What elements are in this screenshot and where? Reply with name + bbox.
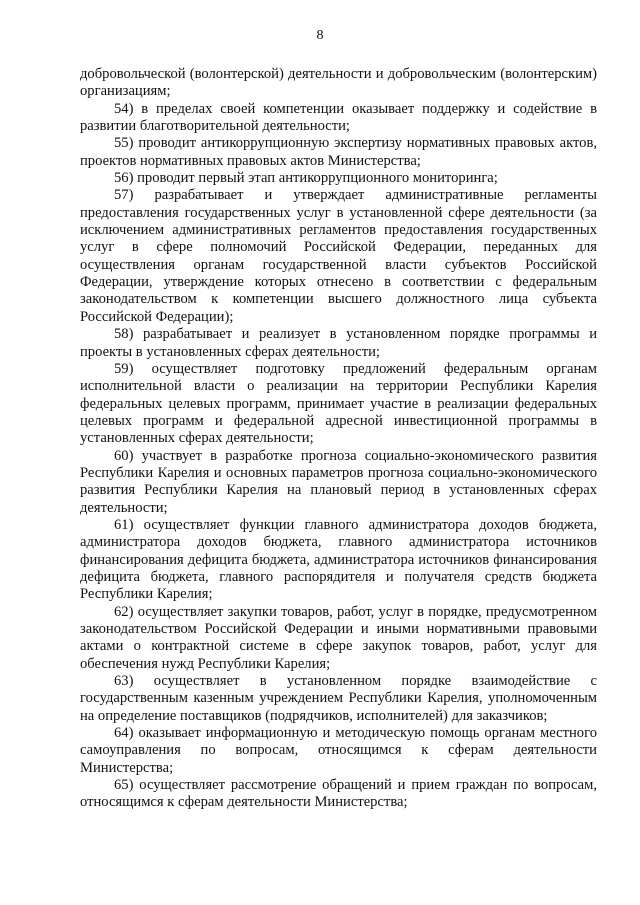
paragraph-item-65: 65) осуществляет рассмотрение обращений и прием граждан по вопросам, относящимся к сферам деятельности Министерства; <box>80 777 597 811</box>
paragraph-item-64: 64) оказывает информационную и методическую помощь органам местного самоуправления по вопросам, относящимся к сферам деятельности Министерства; <box>80 725 597 776</box>
paragraph-item-55: 55) проводит антикоррупционную экспертизу нормативных правовых актов, проектов нормативных правовых актов Министерства; <box>80 135 597 169</box>
document-body <box>80 66 597 812</box>
paragraph-item-54: 54) в пределах своей компетенции оказывает поддержку и содействие в развитии благотворительной деятельности; <box>80 100 597 135</box>
paragraph-item-63: 63) осуществляет в установленном порядке взаимодействие с государственным казенным учреждением Республики Карелия, уполномоченным на определение поставщиков (подрядчиков, исполнителей) для заказчиков; <box>80 673 597 724</box>
paragraph-continuation: добровольческой (волонтерской) деятельности и добровольческим (волонтерским) организациям; <box>80 66 597 100</box>
page-number: 8 <box>316 28 324 43</box>
paragraph-item-57: 57) разрабатывает и утверждает административные регламенты предоставления государственных услуг в установленной сфере деятельности (за исключением административных регламентов предоставления государственных услуг в сфере полномочий Российской Федерации, переданных для осуществления органам государственной власти субъектов Российской Федерации, утверждение которых отнесено в соответствии с федеральным законодательством к компетенции высшего должностного лица субъекта Российской Федерации); <box>80 187 597 325</box>
paragraph-item-60: 60) участвует в разработке прогноза социально-экономического развития Республики Карелия и основных параметров прогноза социально-экономического развития Республики Карелия на плановый период в установленных сферах деятельности; <box>80 447 597 516</box>
paragraph-item-58: 58) разрабатывает и реализует в установленном порядке программы и проекты в установленных сферах деятельности; <box>80 326 597 360</box>
paragraph-item-56: 56) проводит первый этап антикоррупционного мониторинга; <box>114 170 498 187</box>
paragraph-item-62: 62) осуществляет закупки товаров, работ, услуг в порядке, предусмотренном законодательством Российской Федерации и иными нормативными правовыми актами о контрактной системе в сфере закупок товаров, работ, услуг для обеспечения нужд Республики Карелия; <box>80 603 597 672</box>
paragraph-item-59: 59) осуществляет подготовку предложений федеральным органам исполнительной власти о реализации на территории Республики Карелия федеральных целевых программ, принимает участие в реализации федеральных целевых программ и федеральной адресной инвестиционной программы в установленных сферах деятельности; <box>80 360 597 447</box>
paragraph-item-61: 61) осуществляет функции главного администратора доходов бюджета, администратора доходов бюджета, главного администратора источников финансирования дефицита бюджета, администратора источников финансирования дефицита бюджета, главного распорядителя и получателя средств бюджета Республики Карелия; <box>80 516 597 603</box>
